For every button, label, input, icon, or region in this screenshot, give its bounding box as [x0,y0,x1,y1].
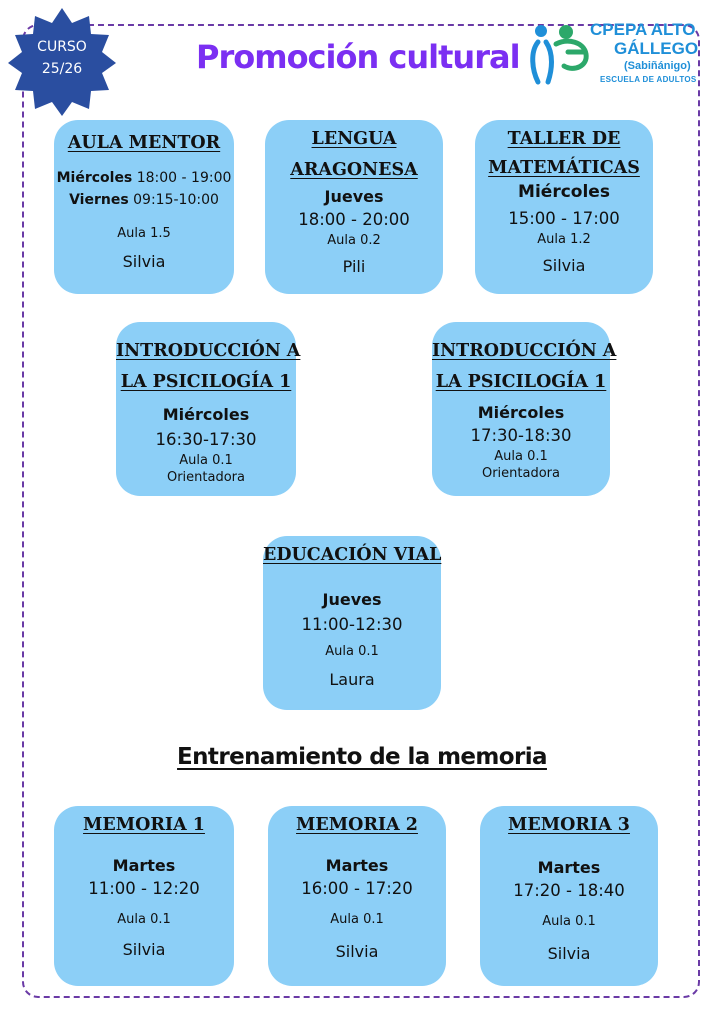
card-teacher: Silvia [542,256,586,275]
card-day: Martes [325,856,389,875]
card-room: Aula 0.2 [327,233,381,248]
card-title: ARAGONESA [290,160,418,180]
card-teacher: Silvia [335,942,379,961]
card-title: AULA MENTOR [67,133,221,153]
card-day: Martes [112,856,176,875]
card-teacher: Pili [342,257,366,276]
card-room: Aula 0.1 [325,644,379,659]
card-time: 18:00 - 19:00 [136,170,232,186]
memory-section-title: Entrenamiento de la memoria [177,744,547,770]
card-educacion-vial [263,536,441,710]
card-teacher: Silvia [122,252,166,271]
card-day: Miércoles [56,170,133,186]
card-room: Aula 0.1 [542,914,596,929]
card-teacher: Orientadora [166,470,245,485]
card-day: Jueves [322,590,382,609]
card-teacher: Orientadora [481,466,560,481]
card-room: Aula 1.2 [537,232,591,247]
card-teacher: Silvia [547,944,591,963]
card-room: Aula 0.1 [179,453,233,468]
card-aula-mentor [54,120,234,294]
card-psicologia-1b [432,322,617,496]
card-psicologia-1a [116,322,301,496]
logo-name-line2: GÁLLEGO [614,39,699,58]
card-room: Aula 0.1 [117,912,171,927]
school-logo [528,18,714,92]
card-title: EDUCACIÓN VIAL [263,545,442,565]
card-memoria-2 [268,806,446,986]
card-time: 17:20 - 18:40 [513,881,625,900]
badge-label: CURSO [37,39,87,55]
logo-name-line1: CPEPA ALTO [590,20,696,39]
card-room: Aula 0.1 [494,449,548,464]
card-memoria-3 [480,806,658,986]
card-day: Martes [537,858,601,877]
card-time: 11:00 - 12:20 [88,879,200,898]
card-time: 11:00-12:30 [301,615,403,634]
card-room: Aula 0.1 [330,912,384,927]
card-title: MEMORIA 1 [83,815,205,835]
card-title: LA PSICILOGÍA 1 [120,372,292,392]
card-time: 15:00 - 17:00 [508,209,620,228]
card-memoria-1 [54,806,234,986]
card-day: Miércoles [477,403,565,422]
card-title: MATEMÁTICAS [488,158,640,178]
course-badge [6,6,118,118]
card-day: Jueves [324,187,384,206]
logo-subtitle: ESCUELA DE ADULTOS [600,75,697,84]
card-lengua-aragonesa [265,120,443,294]
card-room: Aula 1.5 [117,226,171,241]
card-teacher: Silvia [122,940,166,959]
card-day: Miércoles [162,405,250,424]
card-day: Miércoles [518,182,610,202]
card-title: TALLER DE [507,129,621,149]
card-taller-matematicas [475,120,653,294]
card-title: INTRODUCCIÓN A [432,341,617,361]
card-time: 09:15-10:00 [133,192,219,208]
card-time: 18:00 - 20:00 [298,210,410,229]
logo-town: (Sabiñánigo) [624,60,691,72]
card-time: 17:30-18:30 [470,426,572,445]
card-title: MEMORIA 2 [296,815,418,835]
card-day: Viernes [69,192,129,208]
people-logo-icon [528,20,592,86]
badge-year: 25/26 [41,61,83,77]
card-title: LA PSICILOGÍA 1 [435,372,607,392]
card-teacher: Laura [329,670,375,689]
card-title: LENGUA [311,129,397,149]
page-title: Promoción cultural [196,38,520,76]
card-time: 16:00 - 17:20 [301,879,413,898]
card-title: MEMORIA 3 [508,815,630,835]
card-time: 16:30-17:30 [155,430,257,449]
card-title: INTRODUCCIÓN A [116,341,301,361]
